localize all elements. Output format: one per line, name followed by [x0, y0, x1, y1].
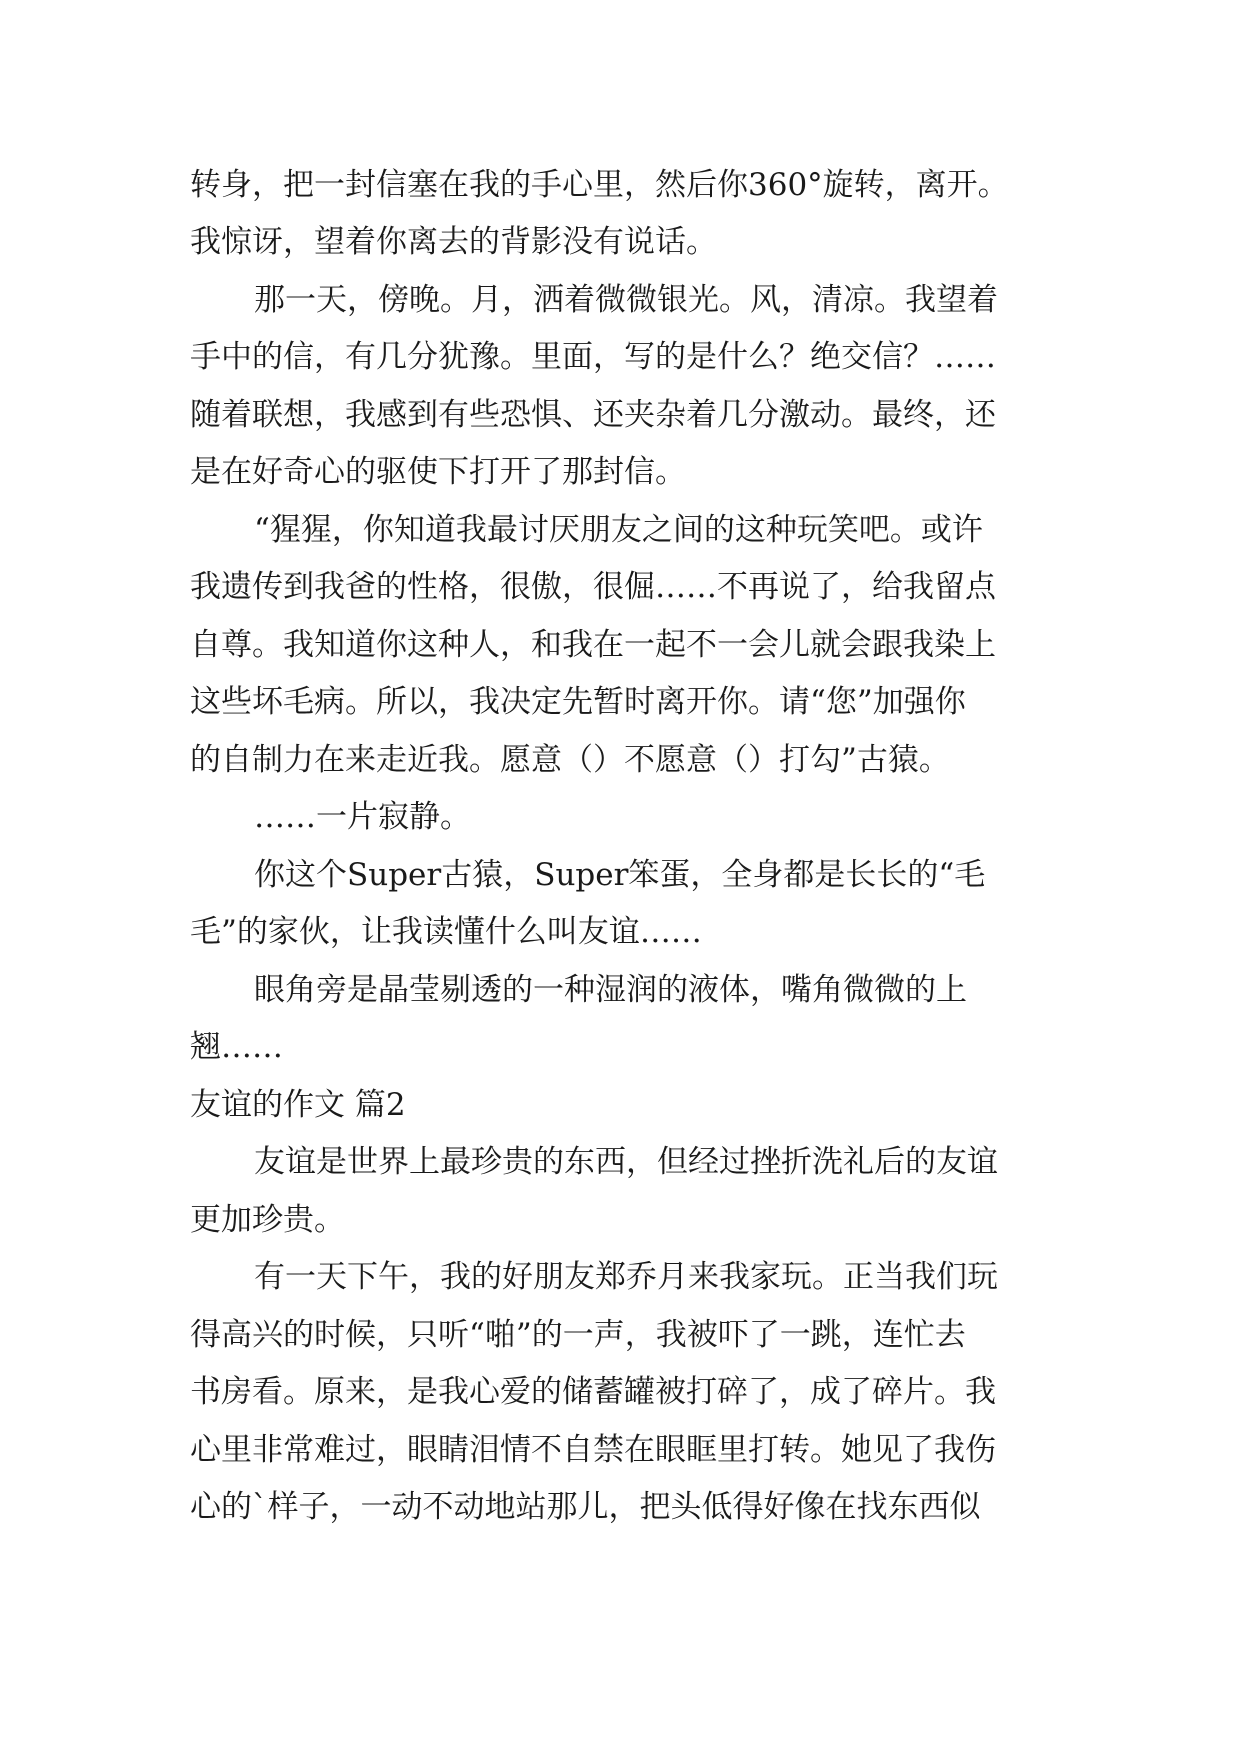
- text-line: 自尊。我知道你这种人，和我在一起不一会儿就会跟我染上: [190, 627, 996, 663]
- paragraph-start: 友谊是世界上最珍贵的东西，但经过挫折洗礼后的友谊: [254, 1144, 998, 1180]
- text-line: 随着联想，我感到有些恐惧、还夹杂着几分激动。最终，还: [190, 397, 996, 433]
- section-heading: 友谊的作文 篇2: [190, 1087, 406, 1123]
- text-line: 手中的信，有几分犹豫。里面，写的是什么？绝交信？……: [190, 339, 996, 375]
- text-line: 转身，把一封信塞在我的手心里，然后你360°旋转，离开。: [190, 167, 1009, 203]
- text-line: 书房看。原来，是我心爱的储蓄罐被打碎了，成了碎片。我: [190, 1374, 996, 1410]
- text-line: 我遗传到我爸的性格，很傲，很倔……不再说了，给我留点: [190, 569, 996, 605]
- paragraph-start: 你这个Super古猿，Super笨蛋，全身都是长长的“毛: [254, 857, 986, 893]
- text-line: 心的`样子，一动不动地站那儿，把头低得好像在找东西似: [190, 1489, 981, 1525]
- paragraph-start: ……一片寂静。: [254, 799, 471, 835]
- text-line: 是在好奇心的驱使下打开了那封信。: [190, 454, 686, 490]
- text-line: 我惊讶，望着你离去的背影没有说话。: [190, 224, 717, 260]
- text-line: 毛”的家伙，让我读懂什么叫友谊……: [190, 914, 702, 950]
- paragraph-start: 有一天下午，我的好朋友郑乔月来我家玩。正当我们玩: [254, 1259, 998, 1295]
- paragraph-start: 眼角旁是晶莹剔透的一种湿润的液体，嘴角微微的上: [254, 972, 967, 1008]
- text-line: 得高兴的时候，只听“啪”的一声，我被吓了一跳，连忙去: [190, 1317, 966, 1353]
- paragraph-start: 那一天，傍晚。月，洒着微微银光。风，清凉。我望着: [254, 282, 998, 318]
- paragraph-start: “猩猩，你知道我最讨厌朋友之间的这种玩笑吧。或许: [254, 512, 983, 548]
- text-line: 心里非常难过，眼睛泪情不自禁在眼眶里打转。她见了我伤: [190, 1432, 996, 1468]
- text-line: 更加珍贵。: [190, 1202, 345, 1238]
- text-line: 的自制力在来走近我。愿意（）不愿意（）打勾”古猿。: [190, 742, 950, 778]
- text-line: 这些坏毛病。所以，我决定先暂时离开你。请“您”加强你: [190, 684, 966, 720]
- text-line: 翘……: [190, 1029, 283, 1065]
